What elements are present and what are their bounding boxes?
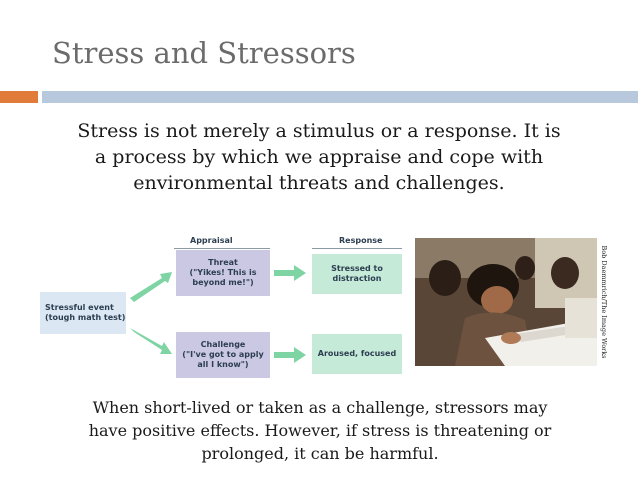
intro-text: Stress is not merely a stimulus or a response. It is a process by which we appraise and cope with environmental threats and challenges. bbox=[77, 120, 561, 194]
photo-credit bbox=[597, 238, 611, 366]
students-taking-test-photo-icon bbox=[415, 238, 597, 366]
challenge-response-box: Aroused, focused bbox=[312, 334, 402, 374]
threat-response-box: Stressed to distraction bbox=[312, 254, 402, 294]
appraisal-header: Appraisal bbox=[190, 236, 233, 245]
accent-bar-blue bbox=[42, 91, 638, 103]
accent-bar-orange bbox=[0, 91, 38, 103]
students-test-photo bbox=[415, 238, 597, 366]
photo-credit-text: Bob Daemmrich/The Image Works bbox=[600, 245, 608, 359]
stress-appraisal-diagram bbox=[40, 226, 402, 386]
arrow-threat-to-response bbox=[274, 265, 306, 281]
stressful-event-box: Stressful event (tough math test) bbox=[40, 292, 126, 334]
threat-box: Threat ("Yikes! This is beyond me!") bbox=[176, 250, 270, 296]
response-header: Response bbox=[339, 236, 383, 245]
arrow-challenge-to-response bbox=[274, 347, 306, 363]
arrow-to-threat bbox=[130, 272, 172, 302]
arrow-to-challenge bbox=[130, 328, 172, 354]
diagram-arrows bbox=[40, 226, 402, 386]
slide-title: Stress and Stressors bbox=[52, 36, 356, 70]
challenge-box: Challenge ("I've got to apply all I know") bbox=[176, 332, 270, 378]
outro-text: When short-lived or taken as a challenge, stressors may have positive effects. However, if stress is threatening or prolonged, it can be harmful. bbox=[88, 398, 552, 463]
